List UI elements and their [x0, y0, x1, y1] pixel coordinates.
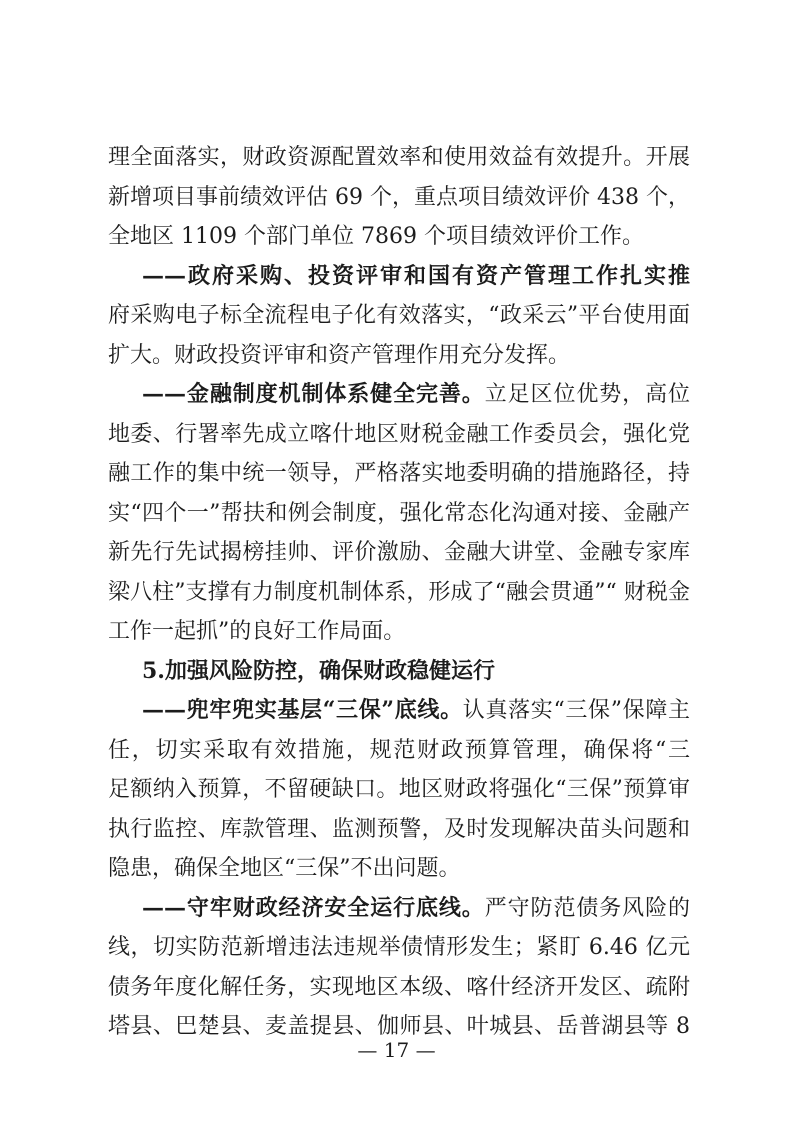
page-number: — 17 — — [357, 1038, 436, 1062]
line-text: 新增项目事前绩效评估 69 个，重点项目绩效评价 438 个， — [108, 184, 690, 210]
line-text: 地委、行署率先成立喀什地区财税金融工作委员会，强化党 — [108, 421, 690, 447]
text-line — [108, 533, 690, 573]
text-line — [108, 731, 690, 771]
text-line — [108, 612, 690, 652]
text-line — [108, 257, 690, 297]
section-heading — [108, 652, 690, 692]
line-text: 执行监控、库款管理、监测预警，及时发现解决苗头问题和 — [108, 816, 690, 842]
text-line — [108, 928, 690, 968]
document-body — [108, 138, 690, 1047]
line-text: 融工作的集中统一领导，严格落实地委明确的措施路径，持 — [108, 461, 690, 486]
line-text: 工作一起抓”的良好工作局面。 — [108, 619, 406, 644]
text-line — [108, 415, 690, 455]
line-text: 线，切实防范新增违法违规举债情形发生；紧盯 6.46 亿元 — [108, 935, 690, 960]
text-line — [108, 375, 690, 415]
bold-heading: ——金融制度机制体系健全完善。 — [142, 381, 485, 407]
line-text: 债务年度化解任务，实现地区本级、喀什经济开发区、疏附 — [108, 974, 690, 1000]
line-text: 严守防范债务风险的 — [484, 895, 690, 921]
bold-heading: ——兜牢兜实基层“三保”底线。 — [142, 697, 463, 723]
text-line — [108, 494, 690, 534]
bold-heading: ——政府采购、投资评审和国有资产管理工作扎实推 — [142, 262, 690, 289]
text-line — [108, 573, 690, 613]
line-text: 理全面落实，财政资源配置效率和使用效益有效提升。开展 — [108, 145, 690, 170]
bold-heading: 5.加强风险防控，确保财政稳健运行 — [142, 657, 495, 684]
text-line — [108, 889, 690, 929]
line-text: 认真落实“三保”保障主 — [462, 698, 690, 723]
text-line — [108, 296, 690, 336]
line-text: 府采购电子标全流程电子化有效落实，“政采云”平台使用面 — [108, 303, 690, 328]
text-line — [108, 968, 690, 1008]
text-line — [108, 691, 690, 731]
text-line — [108, 849, 690, 889]
line-text: 全地区 1109 个部门单位 7869 个项目绩效评价工作。 — [108, 224, 644, 249]
text-line — [108, 336, 690, 376]
bold-heading: ——守牢财政经济安全运行底线。 — [142, 894, 485, 921]
line-text: 足额纳入预算，不留硬缺口。地区财政将强化“三保”预算审 — [108, 777, 690, 802]
line-text: 隐患，确保全地区“三保”不出问题。 — [108, 856, 461, 881]
text-line — [108, 810, 690, 850]
line-text: 塔县、巴楚县、麦盖提县、伽师县、叶城县、岳普湖县等 8 — [108, 1014, 690, 1039]
line-text: 梁八柱”支撑有力制度机制体系，形成了“融会贯通”“ 财税金 — [108, 579, 690, 605]
line-text: 立足区位优势，高位 — [484, 382, 690, 407]
line-text: 任，切实采取有效措施，规范财政预算管理，确保将“三 — [108, 737, 690, 763]
text-line — [108, 217, 690, 257]
text-line — [108, 454, 690, 494]
text-line — [108, 770, 690, 810]
text-line — [108, 178, 690, 218]
line-text: 扩大。财政投资评审和资产管理作用充分发挥。 — [108, 342, 571, 368]
text-line — [108, 138, 690, 178]
line-text: 新先行先试揭榜挂帅、评价激励、金融大讲堂、金融专家库 — [108, 540, 690, 565]
line-text: 实“四个一”帮扶和例会制度，强化常态化沟通对接、金融产 — [108, 500, 690, 526]
